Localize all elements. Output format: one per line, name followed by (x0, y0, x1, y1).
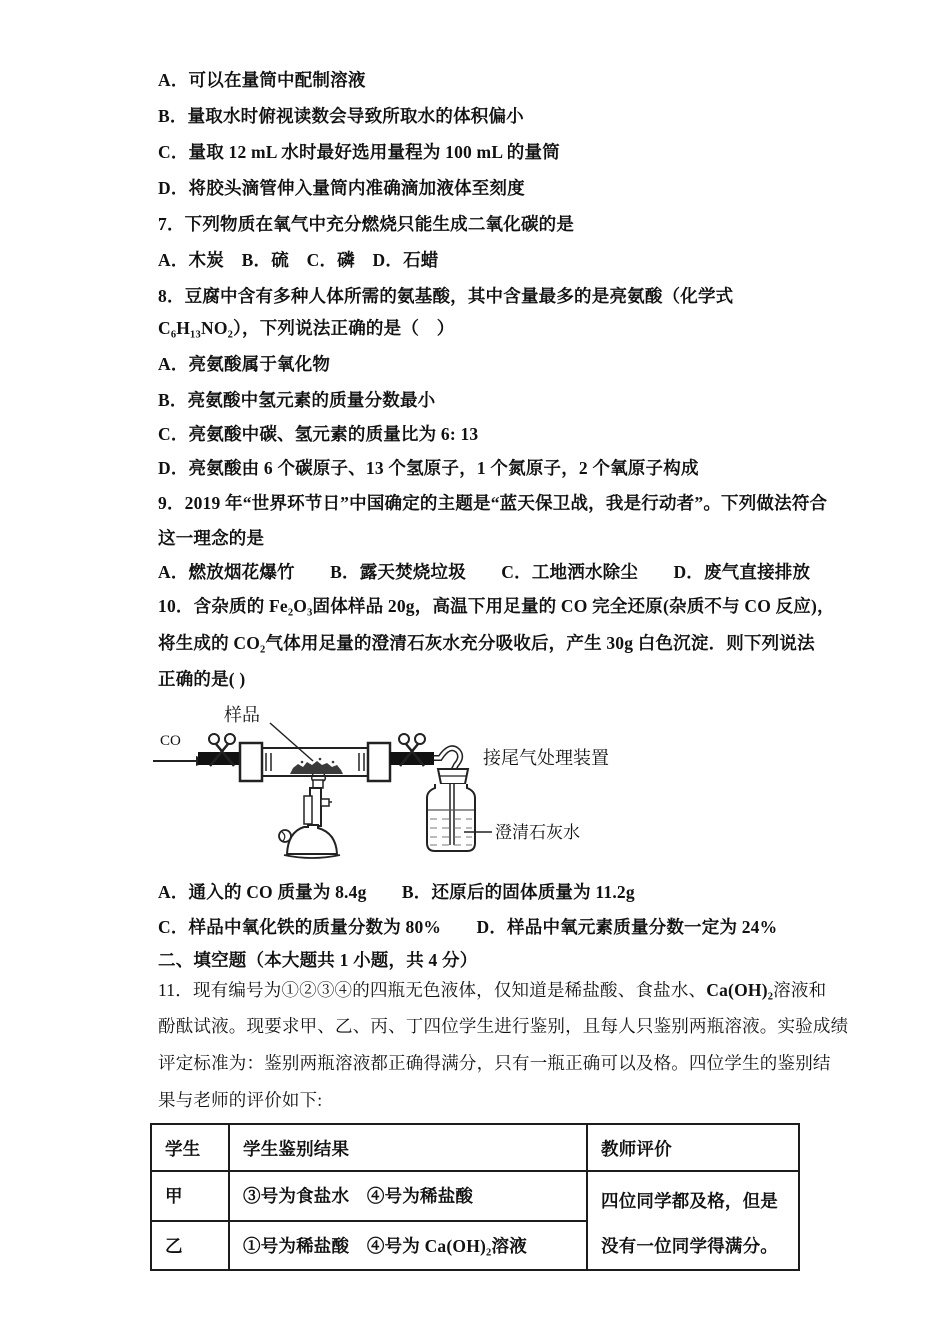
header-teacher: 教师评价 (587, 1124, 799, 1171)
limewater-label: 澄清石灰水 (495, 823, 580, 842)
q10-stem-line3: 正确的是( ) (158, 669, 246, 689)
teacher-comment-cell: 四位同学都及格，但是没有一位同学得满分。 (587, 1171, 799, 1270)
q11-line1-pre: 11．现有编号为①②③④的四瓶无色液体，仅知道是稀盐酸、食盐水、 (158, 980, 707, 1000)
q8-option-a: A．亮氨酸属于氧化物 (158, 354, 331, 374)
co-gas-label: CO (160, 733, 181, 749)
burner-icon (279, 774, 340, 858)
q11-line1 (158, 978, 826, 1002)
q6-option-d: D．将胶头滴管伸入量筒内准确滴加液体至刻度 (158, 178, 525, 198)
q10-options-cd: C．样品中氧化铁的质量分数为 80% D．样品中氧元素质量分数一定为 24% (158, 917, 778, 937)
q8-option-b: B．亮氨酸中氢元素的质量分数最小 (158, 390, 436, 410)
row1-result: ③号为食盐水 ④号为稀盐酸 (229, 1171, 587, 1221)
q6-option-b: B．量取水时俯视读数会导致所取水的体积偏小 (158, 106, 524, 126)
q6-option-a: A．可以在量筒中配制溶液 (158, 70, 366, 90)
q8-option-d: D．亮氨酸由 6 个碳原子、13 个氢原子，1 个氮原子，2 个氧原子构成 (158, 458, 699, 478)
q10-options-ab: A．通入的 CO 质量为 8.4g B．还原后的固体质量为 11.2g (158, 882, 635, 902)
q8-stem-line1: 8．豆腐中含有多种人体所需的氨基酸，其中含量最多的是亮氨酸（化学式 (158, 286, 734, 306)
sample-label: 样品 (224, 705, 260, 725)
row1-student: 甲 (151, 1171, 229, 1221)
q6-option-c: C．量取 12 mL 水时最好选用量程为 100 mL 的量筒 (158, 142, 560, 162)
q9-options: A．燃放烟花爆竹 B．露天焚烧垃圾 C．工地洒水除尘 D．废气直接排放 (158, 562, 811, 582)
gas-washing-bottle (427, 769, 475, 851)
header-student: 学生 (151, 1124, 229, 1171)
reaction-tube (240, 743, 390, 781)
identification-table (150, 1123, 800, 1271)
header-result: 学生鉴别结果 (229, 1124, 587, 1171)
pinch-clamp-right-icon (390, 734, 434, 766)
bent-delivery-tube (434, 748, 460, 771)
q7-stem: 7．下列物质在氧气中充分燃烧只能生成二氧化碳的是 (158, 214, 575, 234)
section2-heading: 二、填空题（本大题共 1 小题，共 4 分） (158, 950, 478, 970)
q10-stem-line2: 将生成的 CO₂气体用足量的澄清石灰水充分吸收后，产生 30g 白色沉淀．则下列说法 (158, 633, 815, 653)
q11-line3: 评定标准为：鉴别两瓶溶液都正确得满分，只有一瓶正确可以及格。四位学生的鉴别结 (158, 1053, 831, 1073)
table-header-row (151, 1124, 799, 1171)
q7-options: A．木炭 B．硫 C．磷 D．石蜡 (158, 250, 439, 270)
apparatus-diagram (150, 695, 620, 875)
q9-stem-line1: 9．2019 年“世界环节日”中国确定的主题是“蓝天保卫战，我是行动者”。下列做法符合 (158, 493, 828, 513)
table-row (151, 1171, 799, 1221)
q11-line1-post: 溶液和 (773, 980, 827, 1000)
q11-line2: 酚酞试液。现要求甲、乙、丙、丁四位学生进行鉴别，且每人只鉴别两瓶溶液。实验成绩 (158, 1016, 849, 1036)
row2-student: 乙 (151, 1221, 229, 1271)
q11-line4: 果与老师的评价如下: (158, 1090, 323, 1110)
q8-stem-line2: C₆H₁₃NO₂），下列说法正确的是（ ） (158, 318, 455, 338)
q8-option-c: C．亮氨酸中碳、氢元素的质量比为 6: 13 (158, 424, 479, 444)
row2-result: ①号为稀盐酸 ④号为 Ca(OH)₂溶液 (229, 1221, 587, 1271)
tailgas-label: 接尾气处理装置 (483, 748, 609, 768)
q10-stem-line1: 10．含杂质的 Fe₂O₃固体样品 20g，高温下用足量的 CO 完全还原(杂质不与 CO 反应)， (158, 596, 835, 616)
q9-stem-line2: 这一理念的是 (158, 528, 265, 548)
q11-line1-formula: Ca(OH)₂ (706, 980, 774, 1000)
